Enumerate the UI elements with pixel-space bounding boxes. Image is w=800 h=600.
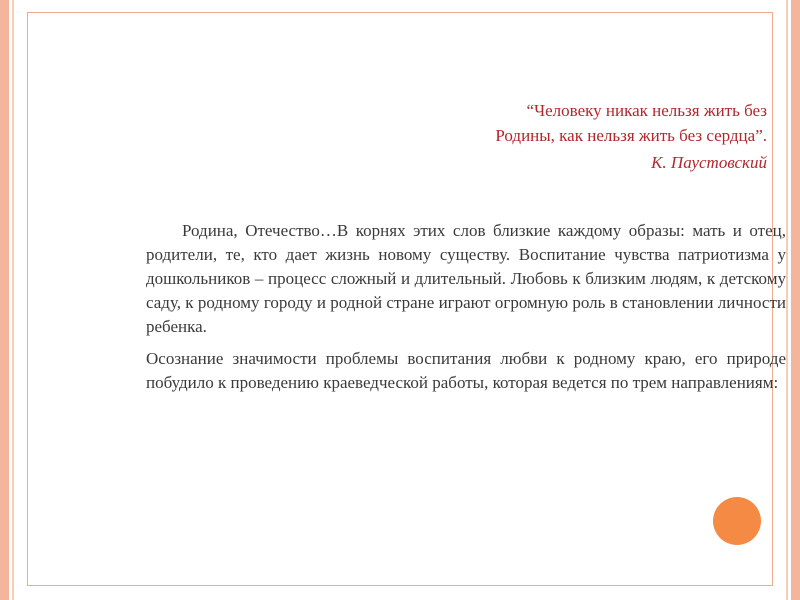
quote-author: К. Паустовский <box>651 153 767 172</box>
epigraph-quote <box>347 98 767 148</box>
right-decorative-band <box>791 0 800 600</box>
right-decorative-line <box>786 0 788 600</box>
quote-line-1: “Человеку никак нельзя жить без <box>526 101 767 120</box>
left-decorative-line <box>12 0 14 600</box>
body-paragraph-2: Осознание значимости проблемы воспитания любви к родному краю, его природе побудило к проведению краеведческой работы, которая ведется по трем направлениям: <box>146 349 786 392</box>
slide-body <box>146 219 786 395</box>
quote-line-2: Родины, как нельзя жить без сердца”. <box>495 126 767 145</box>
left-decorative-band <box>0 0 9 600</box>
body-paragraph-1: Родина, Отечество…В корнях этих слов близкие каждому образы: мать и отец, родители, те, кто дает жизнь новому существу. Воспитание чувства патриотизма у дошкольников – процесс сложный и длительный. Любовь к близким людям, к детскому саду, к родному городу и родной стране играют огромную роль в становлении личности ребенка. <box>146 221 786 336</box>
decorative-orange-circle <box>713 497 761 545</box>
